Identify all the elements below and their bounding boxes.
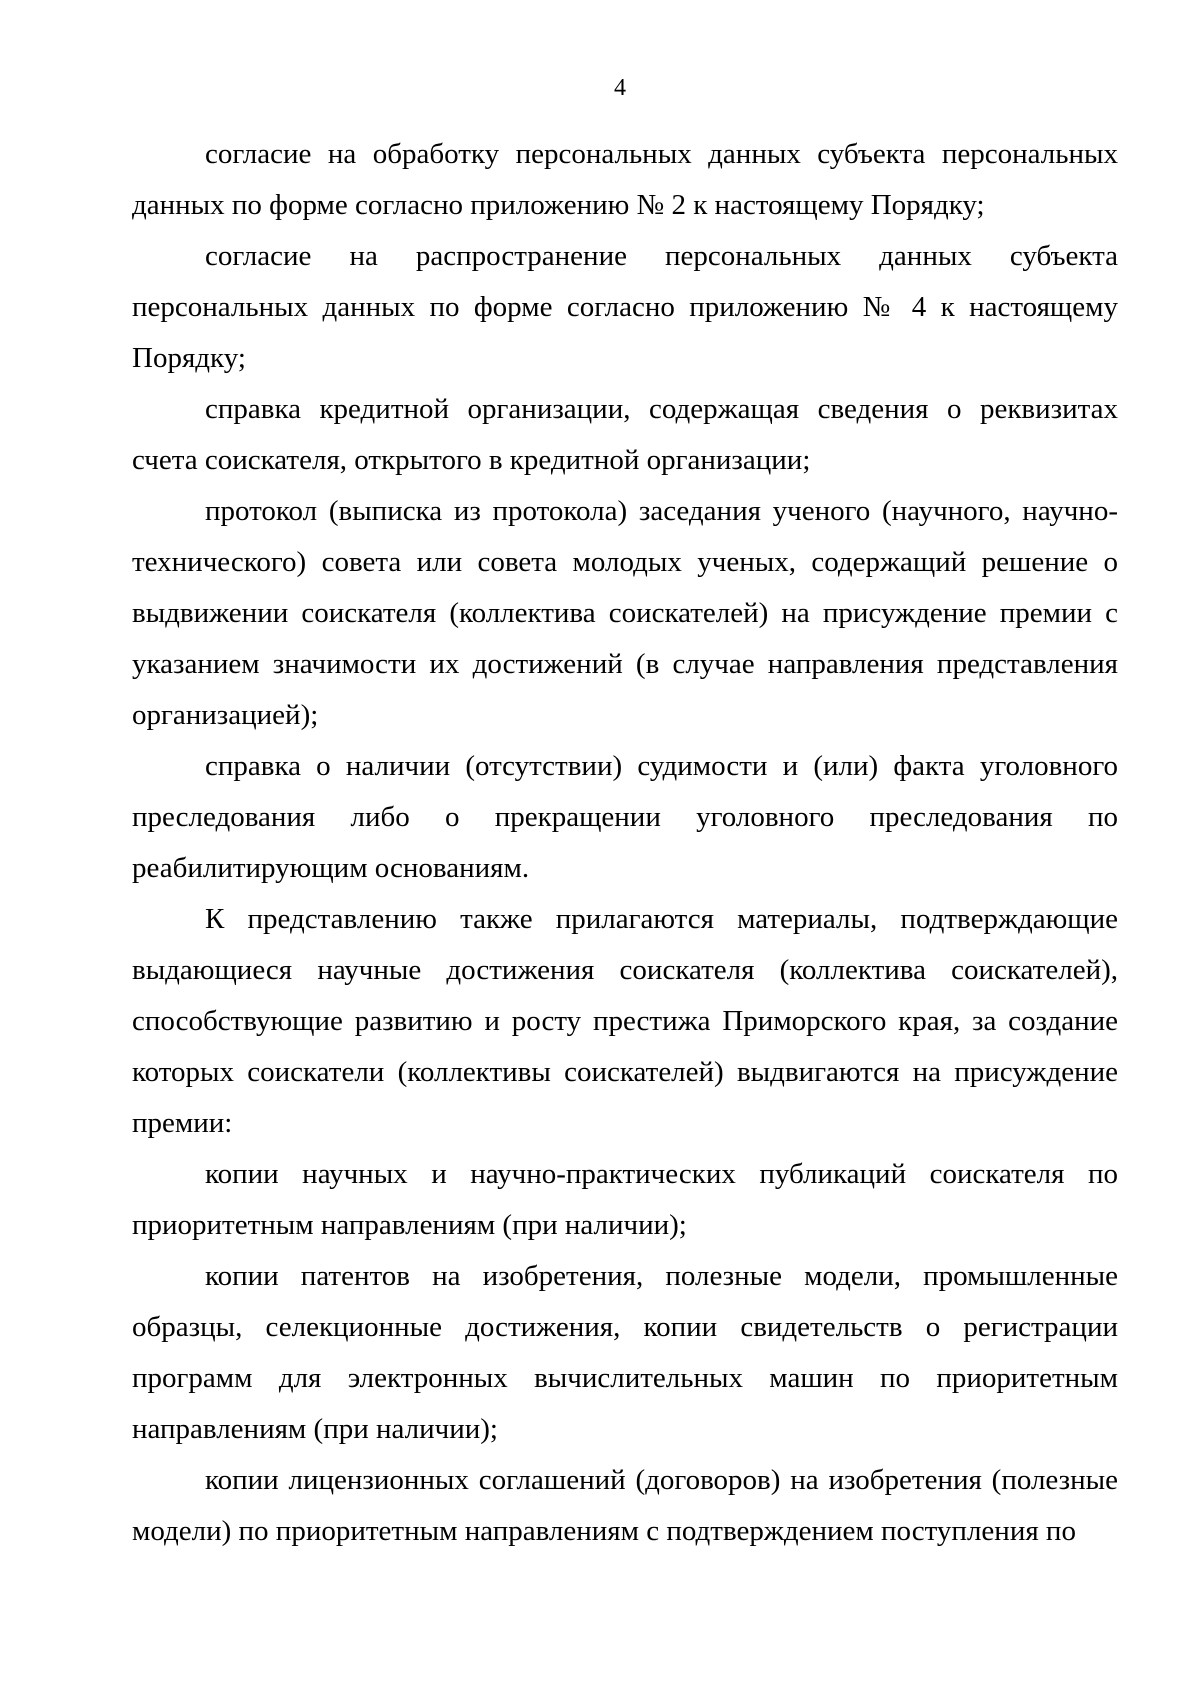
paragraph-consent-processing: согласие на обработку персональных данных субъекта персональных данных по форме согласно приложению № 2 к настоящему Порядку;	[132, 138, 1118, 221]
paragraph-consent-distribution: согласие на распространение персональных данных субъекта персональных данных по форме согласно приложению № 4 к настоящему Порядку;	[132, 240, 1118, 374]
paragraph-license-agreements: копии лицензионных соглашений (договоров) на изобретения (полезные модели) по приоритетным направлениям с подтверждением поступления по	[132, 1464, 1118, 1547]
paragraph-patents-copies: копии патентов на изобретения, полезные модели, промышленные образцы, селекционные достижения, копии свидетельств о регистрации программ для электронных вычислительных машин по приоритетным направлениям (при наличии);	[132, 1260, 1118, 1445]
paragraph-council-protocol: протокол (выписка из протокола) заседания ученого (научного, научно-технического) совета или совета молодых ученых, содержащий решение о выдвижении соискателя (коллектива соискателей) на присуждение премии с указанием значимости их достижений (в случае направления представления организацией);	[132, 495, 1118, 731]
page-number: 4	[614, 75, 626, 101]
paragraph-bank-certificate: справка кредитной организации, содержащая сведения о реквизитах счета соискателя, открытого в кредитной организации;	[132, 393, 1118, 476]
document-body	[132, 129, 1118, 1557]
paragraph-criminal-record-certificate: справка о наличии (отсутствии) судимости и (или) факта уголовного преследования либо о прекращении уголовного преследования по реабилитирующим основаниям.	[132, 750, 1118, 884]
paragraph-publications-copies: копии научных и научно-практических публикаций соискателя по приоритетным направлениям (при наличии);	[132, 1158, 1118, 1241]
paragraph-attached-materials: К представлению также прилагаются материалы, подтверждающие выдающиеся научные достижения соискателя (коллектива соискателей), способствующие развитию и росту престижа Приморского края, за создание которых соискатели (коллективы соискателей) выдвигаются на присуждение премии:	[132, 903, 1118, 1139]
